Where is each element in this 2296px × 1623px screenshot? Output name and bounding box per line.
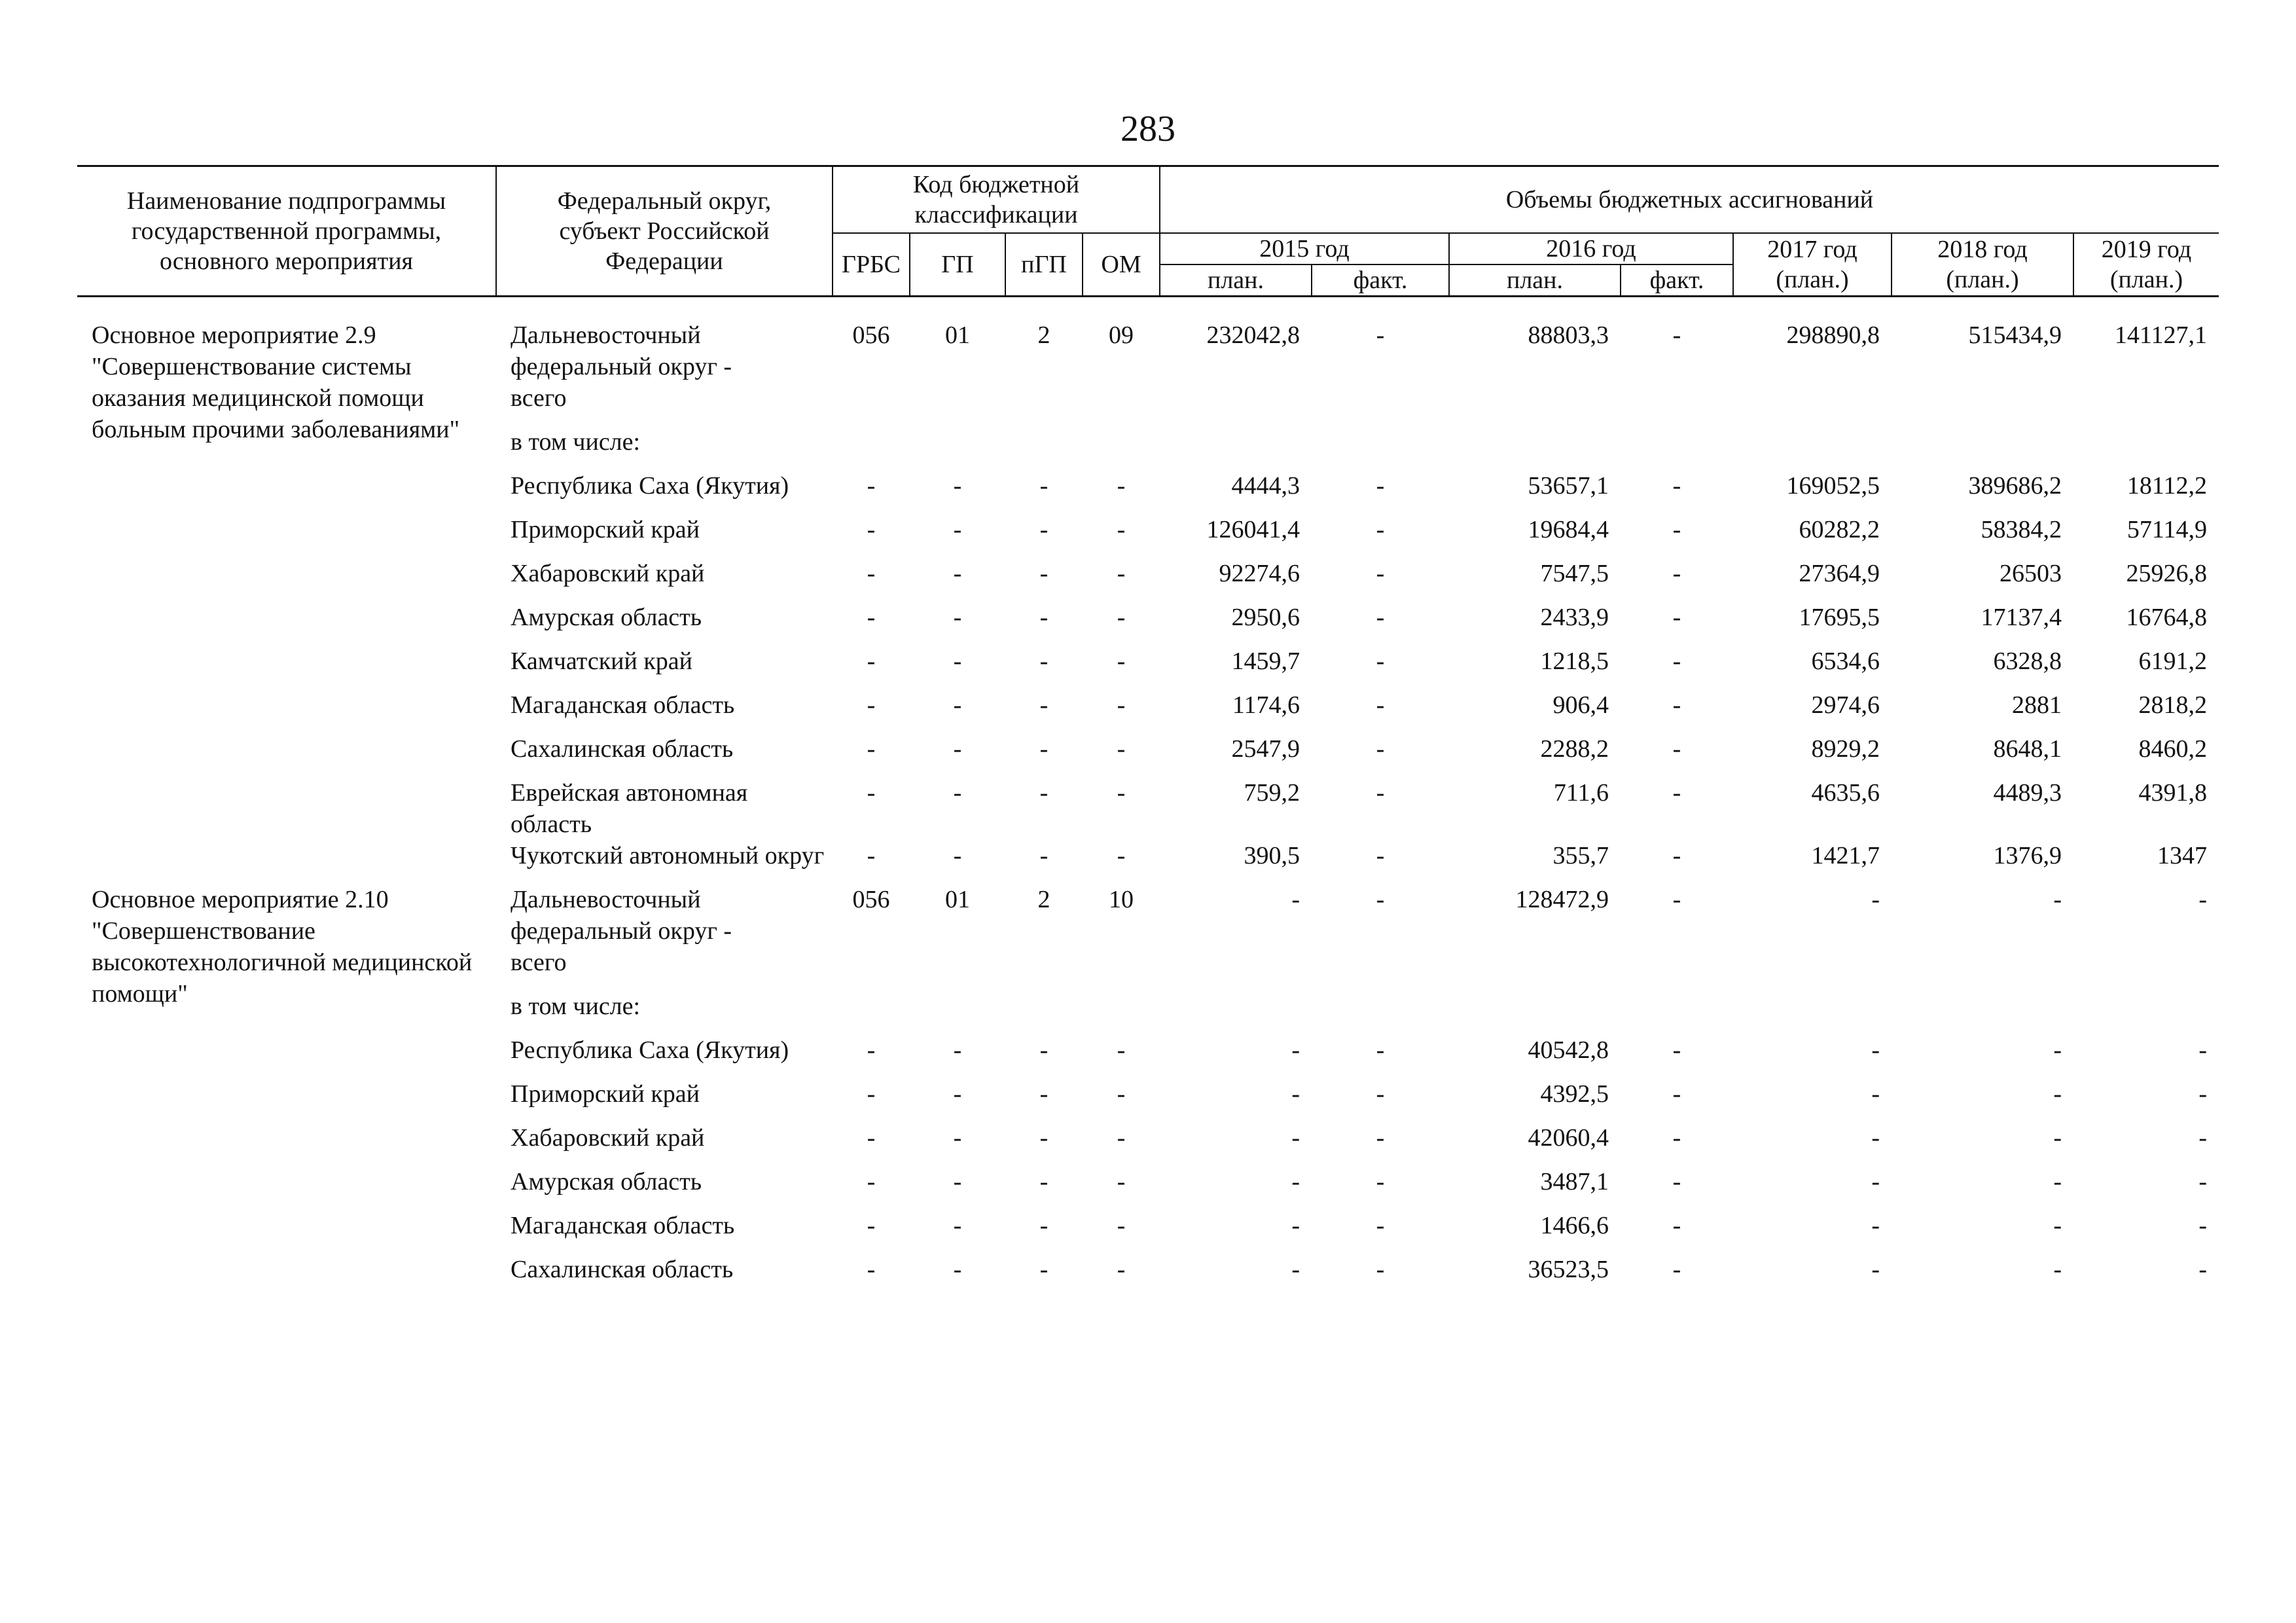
value-cell: 19684,4 xyxy=(1528,516,1609,543)
value-cell: - xyxy=(2198,1036,2207,1064)
value-cell: - xyxy=(867,604,876,631)
value-cell: - xyxy=(1039,1036,1049,1064)
section-title: Основное мероприятие 2.10 "Совершенствование высокотехнологичной медицинской помощи" xyxy=(92,886,473,1008)
header-code-pgp: пГП xyxy=(1005,233,1083,297)
value-cell: - xyxy=(2053,1080,2062,1108)
value-cell: - xyxy=(953,779,962,807)
value-cell: - xyxy=(1291,1036,1300,1064)
header-region: Федеральный округ, субъект Российской Федерации xyxy=(496,166,833,297)
value-cell: - xyxy=(1871,886,1880,913)
value-cell: - xyxy=(2198,1124,2207,1152)
value-cell: - xyxy=(867,1124,876,1152)
region-cell: Хабаровский край xyxy=(511,1124,705,1152)
value-cell: - xyxy=(1291,1124,1300,1152)
header-plan-2017: (план.) xyxy=(1776,266,1849,293)
region-cell: Сахалинская область xyxy=(511,735,734,763)
value-cell: 16764,8 xyxy=(2126,604,2207,631)
value-cell: - xyxy=(1039,1256,1049,1283)
value-cell: - xyxy=(1376,1212,1385,1239)
value-cell: - xyxy=(1039,691,1049,719)
value-cell: - xyxy=(2198,1212,2207,1239)
value-cell: 298890,8 xyxy=(1786,321,1880,349)
value-cell: - xyxy=(1117,779,1126,807)
total-word: всего xyxy=(511,949,567,976)
value-cell: - xyxy=(1376,560,1385,587)
value-cell: 8460,2 xyxy=(2138,735,2207,763)
header-year-2016: 2016 год xyxy=(1449,233,1733,264)
value-cell: 4391,8 xyxy=(2138,779,2207,807)
value-cell: - xyxy=(1376,604,1385,631)
value-cell: 390,5 xyxy=(1244,842,1300,869)
header-code-grbs: ГРБС xyxy=(833,233,910,297)
value-cell: 42060,4 xyxy=(1528,1124,1609,1152)
value-cell: - xyxy=(1871,1256,1880,1283)
value-cell: - xyxy=(1039,1080,1049,1108)
value-cell: 18112,2 xyxy=(2126,472,2207,500)
value-cell: - xyxy=(867,735,876,763)
header-plan-2016: план. xyxy=(1449,264,1621,297)
spacer xyxy=(77,297,2219,320)
value-cell: - xyxy=(1672,1124,1681,1152)
value-cell: - xyxy=(1117,1036,1126,1064)
value-cell: - xyxy=(1039,1168,1049,1195)
value-cell: - xyxy=(1672,647,1681,675)
header-plan-2019: (план.) xyxy=(2109,266,2183,293)
value-cell: - xyxy=(953,1036,962,1064)
header-year-2017 xyxy=(1733,233,1892,297)
value-cell: - xyxy=(1117,604,1126,631)
value-cell: 1347 xyxy=(2157,842,2207,869)
value-cell: - xyxy=(1291,1168,1300,1195)
value-cell: - xyxy=(1039,1212,1049,1239)
value-cell: 6328,8 xyxy=(1993,647,2062,675)
value-cell: - xyxy=(1871,1124,1880,1152)
value-cell: - xyxy=(1672,842,1681,869)
section-total-row xyxy=(77,319,2219,382)
value-cell: 1421,7 xyxy=(1811,842,1880,869)
header-volumes: Объемы бюджетных ассигнований xyxy=(1160,166,2219,234)
value-cell: 1459,7 xyxy=(1231,647,1300,675)
header-name: Наименование подпрограммы государственной программы, основного мероприятия xyxy=(77,166,496,297)
value-cell: 25926,8 xyxy=(2126,560,2207,587)
value-cell: 1218,5 xyxy=(1540,647,1609,675)
value-cell: - xyxy=(1039,516,1049,543)
value-cell: 01 xyxy=(945,886,970,913)
value-cell: - xyxy=(1672,516,1681,543)
value-cell: 2 xyxy=(1037,886,1050,913)
region-cell: Амурская область xyxy=(511,1168,702,1195)
value-cell: 2433,9 xyxy=(1540,604,1609,631)
value-cell: 8648,1 xyxy=(1993,735,2062,763)
value-cell: - xyxy=(2053,1256,2062,1283)
header-code-om: ОМ xyxy=(1083,233,1160,297)
value-cell: - xyxy=(2053,1124,2062,1152)
value-cell: - xyxy=(1871,1212,1880,1239)
value-cell: 759,2 xyxy=(1244,779,1300,807)
header-year-2017-label: 2017 год xyxy=(1767,236,1857,263)
value-cell: 056 xyxy=(852,321,890,349)
header-year-2018-label: 2018 год xyxy=(1937,236,2028,263)
value-cell: 515434,9 xyxy=(1968,321,2062,349)
value-cell: - xyxy=(2053,886,2062,913)
value-cell: - xyxy=(867,1168,876,1195)
value-cell: - xyxy=(1672,779,1681,807)
region-cell: Еврейская автономная область xyxy=(511,779,748,838)
value-cell: 09 xyxy=(1109,321,1134,349)
value-cell: - xyxy=(867,647,876,675)
value-cell: 27364,9 xyxy=(1799,560,1880,587)
value-cell: - xyxy=(1117,1256,1126,1283)
header-plan-2018: (план.) xyxy=(1946,266,2019,293)
value-cell: - xyxy=(953,647,962,675)
value-cell: - xyxy=(1376,886,1385,913)
value-cell: - xyxy=(1871,1036,1880,1064)
value-cell: 2818,2 xyxy=(2138,691,2207,719)
value-cell: - xyxy=(1672,321,1681,349)
value-cell: - xyxy=(1376,842,1385,869)
value-cell: - xyxy=(1291,1256,1300,1283)
value-cell: 711,6 xyxy=(1553,779,1609,807)
value-cell: - xyxy=(867,779,876,807)
value-cell: - xyxy=(2198,1256,2207,1283)
value-cell: - xyxy=(1672,1212,1681,1239)
value-cell: 2 xyxy=(1037,321,1050,349)
value-cell: 4489,3 xyxy=(1993,779,2062,807)
value-cell: - xyxy=(1672,560,1681,587)
value-cell: 6191,2 xyxy=(2138,647,2207,675)
empty-cell xyxy=(833,947,2219,991)
value-cell: 2547,9 xyxy=(1231,735,1300,763)
value-cell: - xyxy=(953,1080,962,1108)
value-cell: - xyxy=(953,1256,962,1283)
value-cell: - xyxy=(867,1212,876,1239)
region-cell: Магаданская область xyxy=(511,1212,735,1239)
value-cell: - xyxy=(953,472,962,500)
value-cell: - xyxy=(2198,886,2207,913)
header-plan-2015: план. xyxy=(1160,264,1312,297)
value-cell: - xyxy=(1039,779,1049,807)
header-code-gp: ГП xyxy=(910,233,1005,297)
value-cell: - xyxy=(1376,1168,1385,1195)
value-cell: 2974,6 xyxy=(1811,691,1880,719)
header-fact-2015: факт. xyxy=(1312,264,1449,297)
value-cell: 3487,1 xyxy=(1540,1168,1609,1195)
region-cell: Сахалинская область xyxy=(511,1256,734,1283)
value-cell: - xyxy=(953,516,962,543)
total-word: всего xyxy=(511,384,567,412)
value-cell: - xyxy=(1672,691,1681,719)
value-cell: - xyxy=(1672,1168,1681,1195)
value-cell: 88803,3 xyxy=(1528,321,1609,349)
value-cell: - xyxy=(1039,1124,1049,1152)
value-cell: - xyxy=(1117,647,1126,675)
including-label: в том числе: xyxy=(511,993,641,1020)
value-cell: 26503 xyxy=(2000,560,2062,587)
value-cell: - xyxy=(1376,1256,1385,1283)
value-cell: - xyxy=(1117,516,1126,543)
value-cell: - xyxy=(1376,779,1385,807)
value-cell: - xyxy=(1117,1168,1126,1195)
region-cell: Приморский край xyxy=(511,1080,700,1108)
value-cell: - xyxy=(867,516,876,543)
value-cell: 10 xyxy=(1109,886,1134,913)
value-cell: - xyxy=(1117,560,1126,587)
region-cell: Камчатский край xyxy=(511,647,692,675)
value-cell: 4444,3 xyxy=(1231,472,1300,500)
header-year-2019-label: 2019 год xyxy=(2101,236,2192,263)
value-cell: - xyxy=(1291,1212,1300,1239)
empty-cell xyxy=(833,382,2219,426)
value-cell: 141127,1 xyxy=(2114,321,2207,349)
value-cell: - xyxy=(953,1124,962,1152)
value-cell: - xyxy=(2198,1080,2207,1108)
value-cell: - xyxy=(1376,647,1385,675)
value-cell: - xyxy=(1117,1124,1126,1152)
value-cell: - xyxy=(953,1168,962,1195)
value-cell: - xyxy=(867,560,876,587)
value-cell: - xyxy=(1376,1124,1385,1152)
value-cell: 1376,9 xyxy=(1993,842,2062,869)
value-cell: 8929,2 xyxy=(1811,735,1880,763)
value-cell: 355,7 xyxy=(1552,842,1609,869)
header-year-2015: 2015 год xyxy=(1160,233,1449,264)
region-cell: Дальневосточный федеральный округ - xyxy=(511,321,732,380)
value-cell: - xyxy=(2053,1212,2062,1239)
value-cell: 57114,9 xyxy=(2126,516,2207,543)
value-cell: - xyxy=(1117,1080,1126,1108)
value-cell: - xyxy=(1376,472,1385,500)
value-cell: 01 xyxy=(945,321,970,349)
empty-cell xyxy=(833,991,2219,1034)
value-cell: 17695,5 xyxy=(1799,604,1880,631)
value-cell: 4635,6 xyxy=(1811,779,1880,807)
value-cell: 2881 xyxy=(2012,691,2062,719)
value-cell: - xyxy=(1376,516,1385,543)
value-cell: - xyxy=(867,1036,876,1064)
value-cell: - xyxy=(953,1212,962,1239)
value-cell: 126041,4 xyxy=(1206,516,1300,543)
value-cell: 7547,5 xyxy=(1540,560,1609,587)
value-cell: 056 xyxy=(852,886,890,913)
region-cell: Приморский край xyxy=(511,516,700,543)
value-cell: - xyxy=(1117,1212,1126,1239)
value-cell: - xyxy=(1376,1080,1385,1108)
value-cell: - xyxy=(1117,735,1126,763)
value-cell: - xyxy=(1039,647,1049,675)
value-cell: 2950,6 xyxy=(1231,604,1300,631)
value-cell: - xyxy=(2198,1168,2207,1195)
header-year-2019 xyxy=(2073,233,2219,297)
value-cell: - xyxy=(1871,1168,1880,1195)
value-cell: - xyxy=(2053,1036,2062,1064)
region-cell: Амурская область xyxy=(511,604,702,631)
value-cell: 389686,2 xyxy=(1968,472,2062,500)
value-cell: - xyxy=(1672,1080,1681,1108)
value-cell: - xyxy=(1039,560,1049,587)
value-cell: - xyxy=(1291,1080,1300,1108)
value-cell: 2288,2 xyxy=(1540,735,1609,763)
value-cell: - xyxy=(953,842,962,869)
value-cell: 128472,9 xyxy=(1515,886,1609,913)
value-cell: - xyxy=(1672,604,1681,631)
value-cell: 60282,2 xyxy=(1799,516,1880,543)
header-code: Код бюджетной классификации xyxy=(833,166,1160,234)
value-cell: - xyxy=(867,472,876,500)
value-cell: 1466,6 xyxy=(1540,1212,1609,1239)
value-cell: - xyxy=(867,691,876,719)
value-cell: 4392,5 xyxy=(1540,1080,1609,1108)
value-cell: - xyxy=(953,604,962,631)
value-cell: - xyxy=(2053,1168,2062,1195)
value-cell: 92274,6 xyxy=(1219,560,1300,587)
value-cell: - xyxy=(1039,735,1049,763)
value-cell: - xyxy=(1291,886,1300,913)
value-cell: 36523,5 xyxy=(1528,1256,1609,1283)
region-cell: Республика Саха (Якутия) xyxy=(511,1036,789,1064)
value-cell: - xyxy=(1871,1080,1880,1108)
value-cell: - xyxy=(1376,1036,1385,1064)
value-cell: - xyxy=(1117,691,1126,719)
header-fact-2016: факт. xyxy=(1621,264,1733,297)
region-cell: Чукотский автономный округ xyxy=(511,842,825,869)
value-cell: - xyxy=(1672,886,1681,913)
value-cell: - xyxy=(953,560,962,587)
including-label: в том числе: xyxy=(511,428,641,456)
value-cell: - xyxy=(1117,842,1126,869)
section-title: Основное мероприятие 2.9 "Совершенствование системы оказания медицинской помощи больным прочими заболеваниями" xyxy=(92,321,460,443)
page-number: 283 xyxy=(1121,109,1175,149)
value-cell: - xyxy=(867,842,876,869)
value-cell: 6534,6 xyxy=(1811,647,1880,675)
value-cell: - xyxy=(1376,735,1385,763)
value-cell: 17137,4 xyxy=(1981,604,2062,631)
value-cell: - xyxy=(1672,1036,1681,1064)
section-total-row xyxy=(77,884,2219,947)
value-cell: 906,4 xyxy=(1552,691,1609,719)
value-cell: 53657,1 xyxy=(1528,472,1609,500)
value-cell: - xyxy=(1376,321,1385,349)
value-cell: - xyxy=(867,1256,876,1283)
value-cell: - xyxy=(1039,472,1049,500)
value-cell: 58384,2 xyxy=(1981,516,2062,543)
header-year-2018 xyxy=(1892,233,2073,297)
region-cell: Республика Саха (Якутия) xyxy=(511,472,789,500)
value-cell: - xyxy=(1039,842,1049,869)
value-cell: - xyxy=(1039,604,1049,631)
value-cell: - xyxy=(1672,472,1681,500)
value-cell: - xyxy=(953,735,962,763)
value-cell: - xyxy=(1376,691,1385,719)
budget-table xyxy=(77,165,2219,1298)
value-cell: - xyxy=(953,691,962,719)
value-cell: - xyxy=(1672,735,1681,763)
table-body xyxy=(77,297,2219,1298)
value-cell: - xyxy=(1672,1256,1681,1283)
table-header xyxy=(77,166,2219,297)
empty-cell xyxy=(833,426,2219,470)
region-cell: Магаданская область xyxy=(511,691,735,719)
value-cell: 169052,5 xyxy=(1786,472,1880,500)
value-cell: - xyxy=(1117,472,1126,500)
region-cell: Дальневосточный федеральный округ - xyxy=(511,886,732,945)
value-cell: 1174,6 xyxy=(1232,691,1300,719)
value-cell: - xyxy=(867,1080,876,1108)
value-cell: 232042,8 xyxy=(1206,321,1300,349)
region-cell: Хабаровский край xyxy=(511,560,705,587)
value-cell: 40542,8 xyxy=(1528,1036,1609,1064)
